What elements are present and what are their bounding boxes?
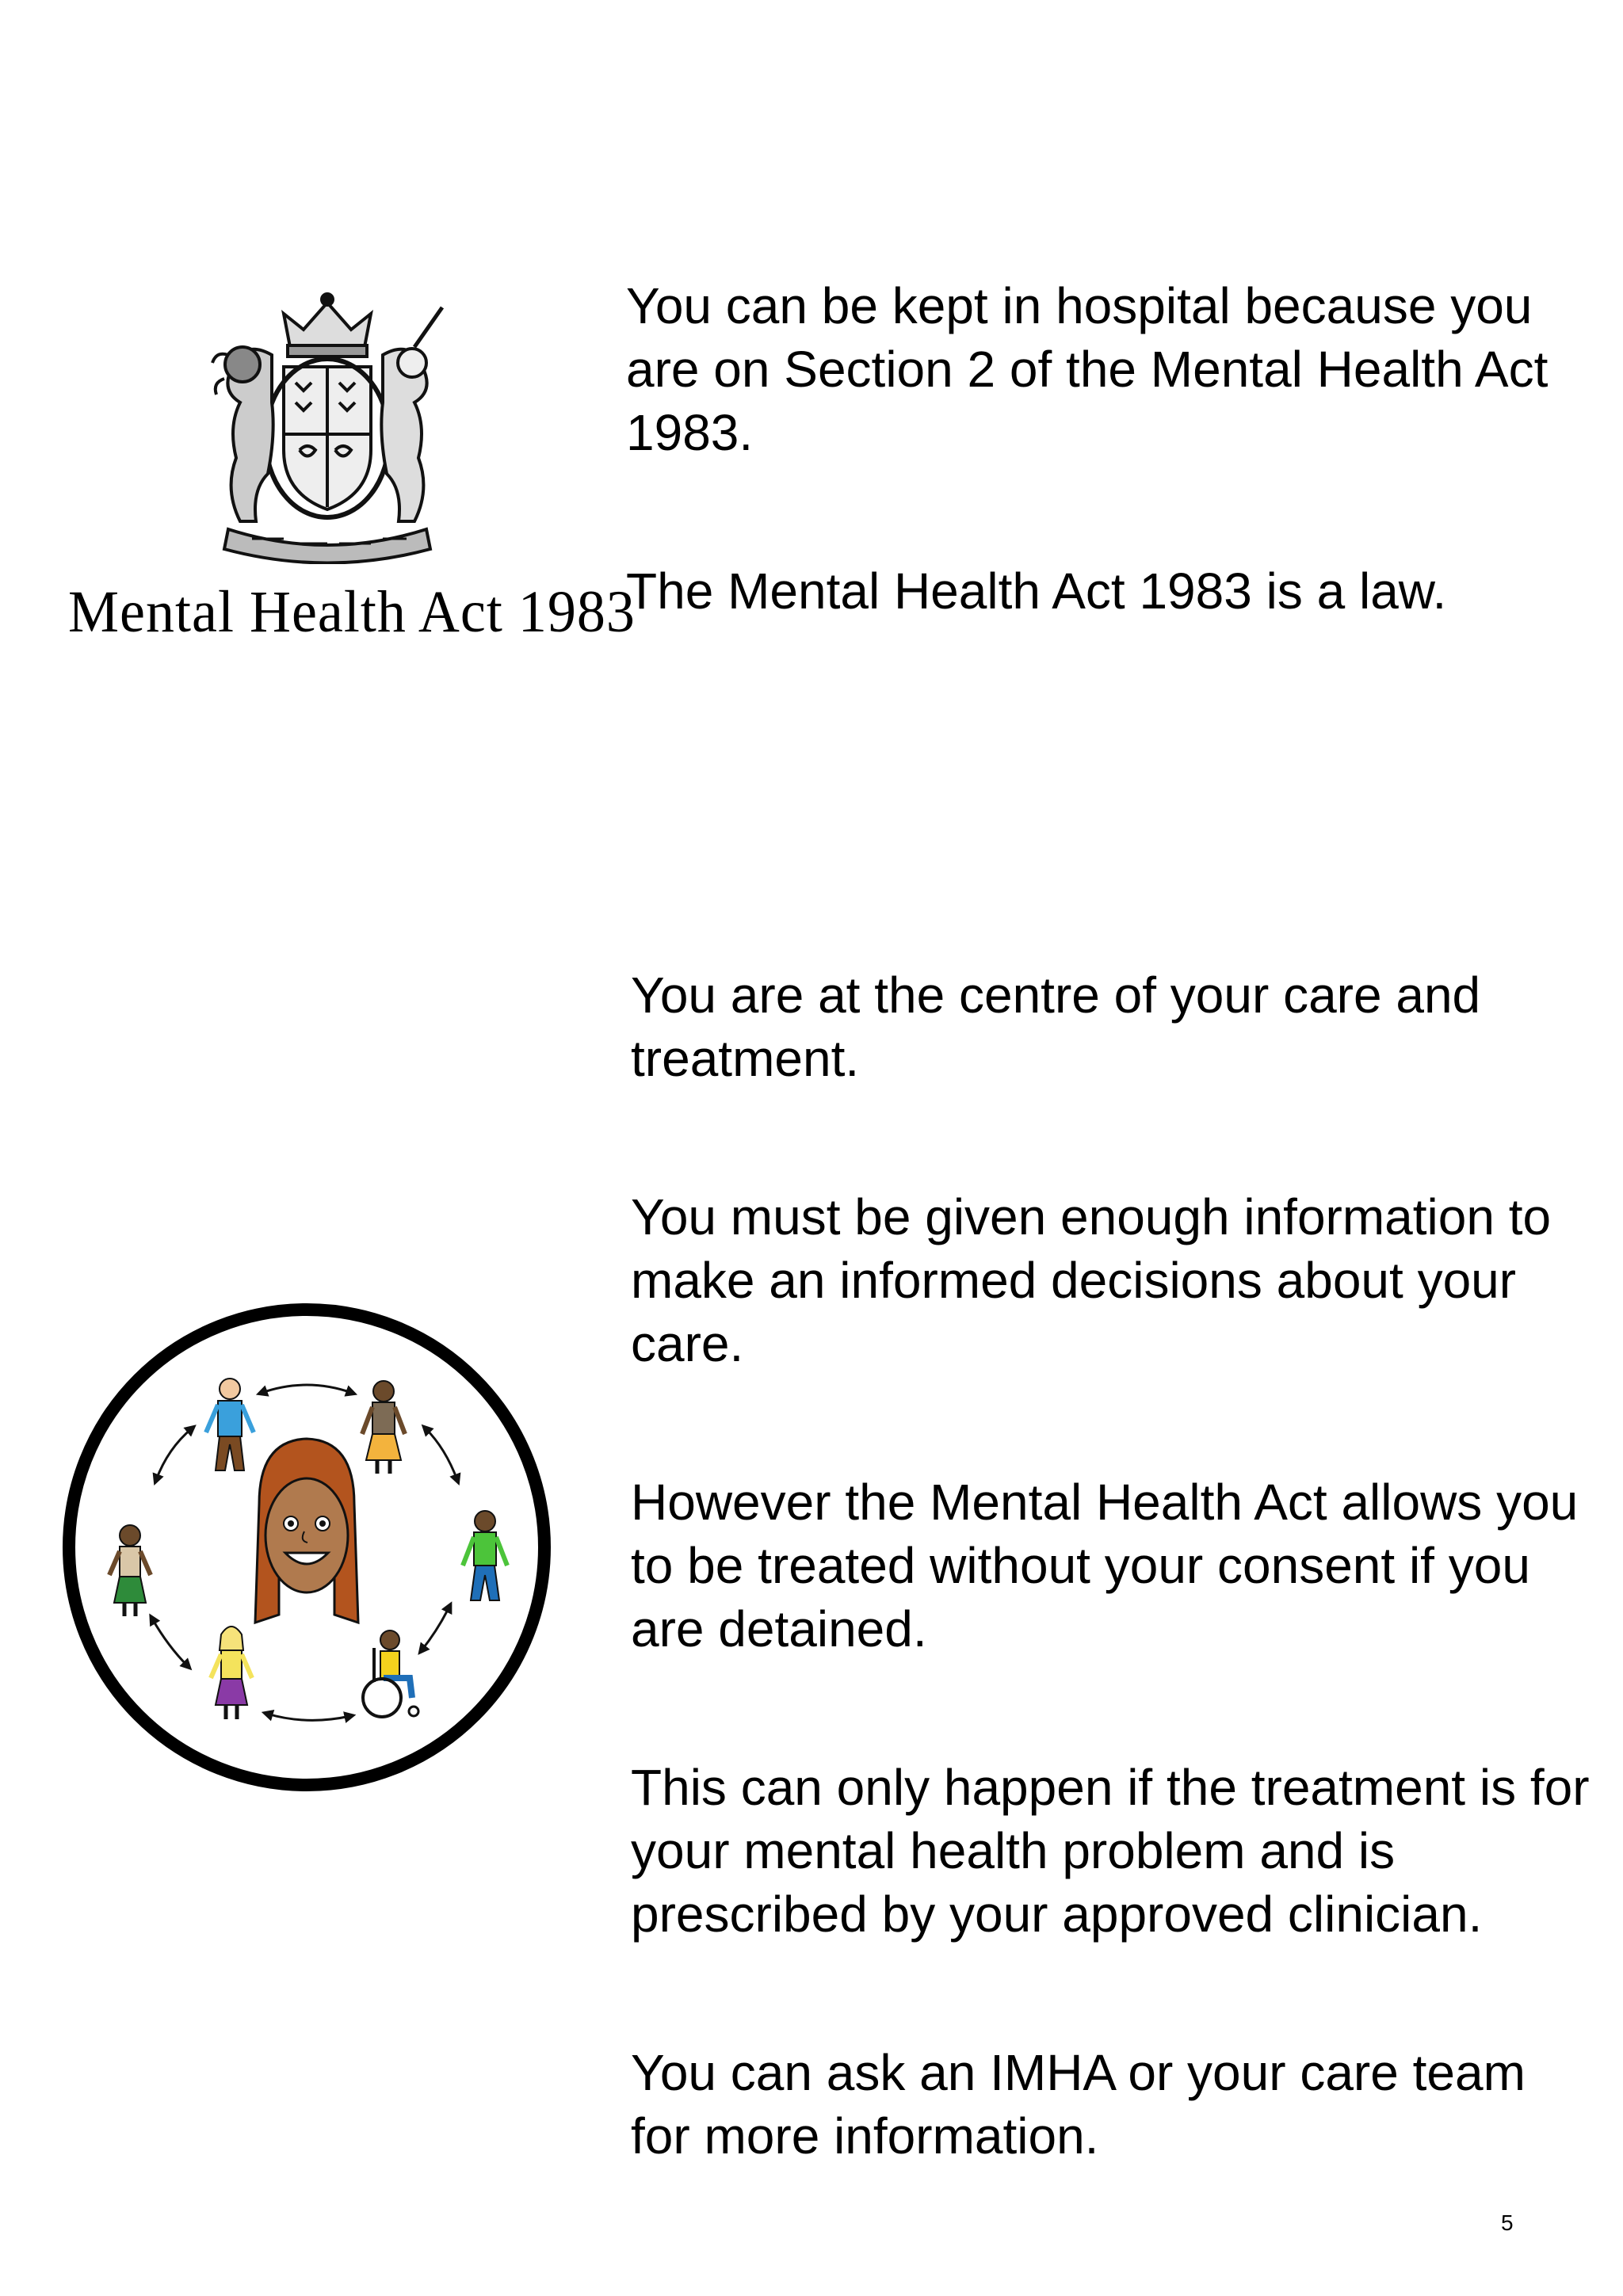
crest-caption: Mental Health Act 1983 — [68, 578, 636, 645]
page-number: 5 — [1501, 2210, 1514, 2235]
person-centred-care-circle-icon — [57, 1298, 556, 1797]
royal-coat-of-arms-icon — [197, 292, 458, 564]
treatment-condition-paragraph: This can only happen if the treatment is for your mental health problem and is prescribed by your approved clinician. — [631, 1759, 1590, 1943]
information-paragraph: You must be given enough information to make an informed decisions about your care. — [631, 1188, 1552, 1372]
imha-paragraph: You can ask an IMHA or your care team for more information. — [631, 2044, 1526, 2164]
law-paragraph: The Mental Health Act 1983 is a law. — [626, 563, 1447, 620]
consent-paragraph: However the Mental Health Act allows you to be treated without your consent if you are detained. — [631, 1474, 1579, 1657]
section-2-paragraph: You can be kept in hospital because you are on Section 2 of the Mental Health Act 1983. — [626, 277, 1549, 461]
central-face-icon — [255, 1439, 358, 1623]
centre-of-care-paragraph: You are at the centre of your care and treatment. — [631, 967, 1481, 1087]
